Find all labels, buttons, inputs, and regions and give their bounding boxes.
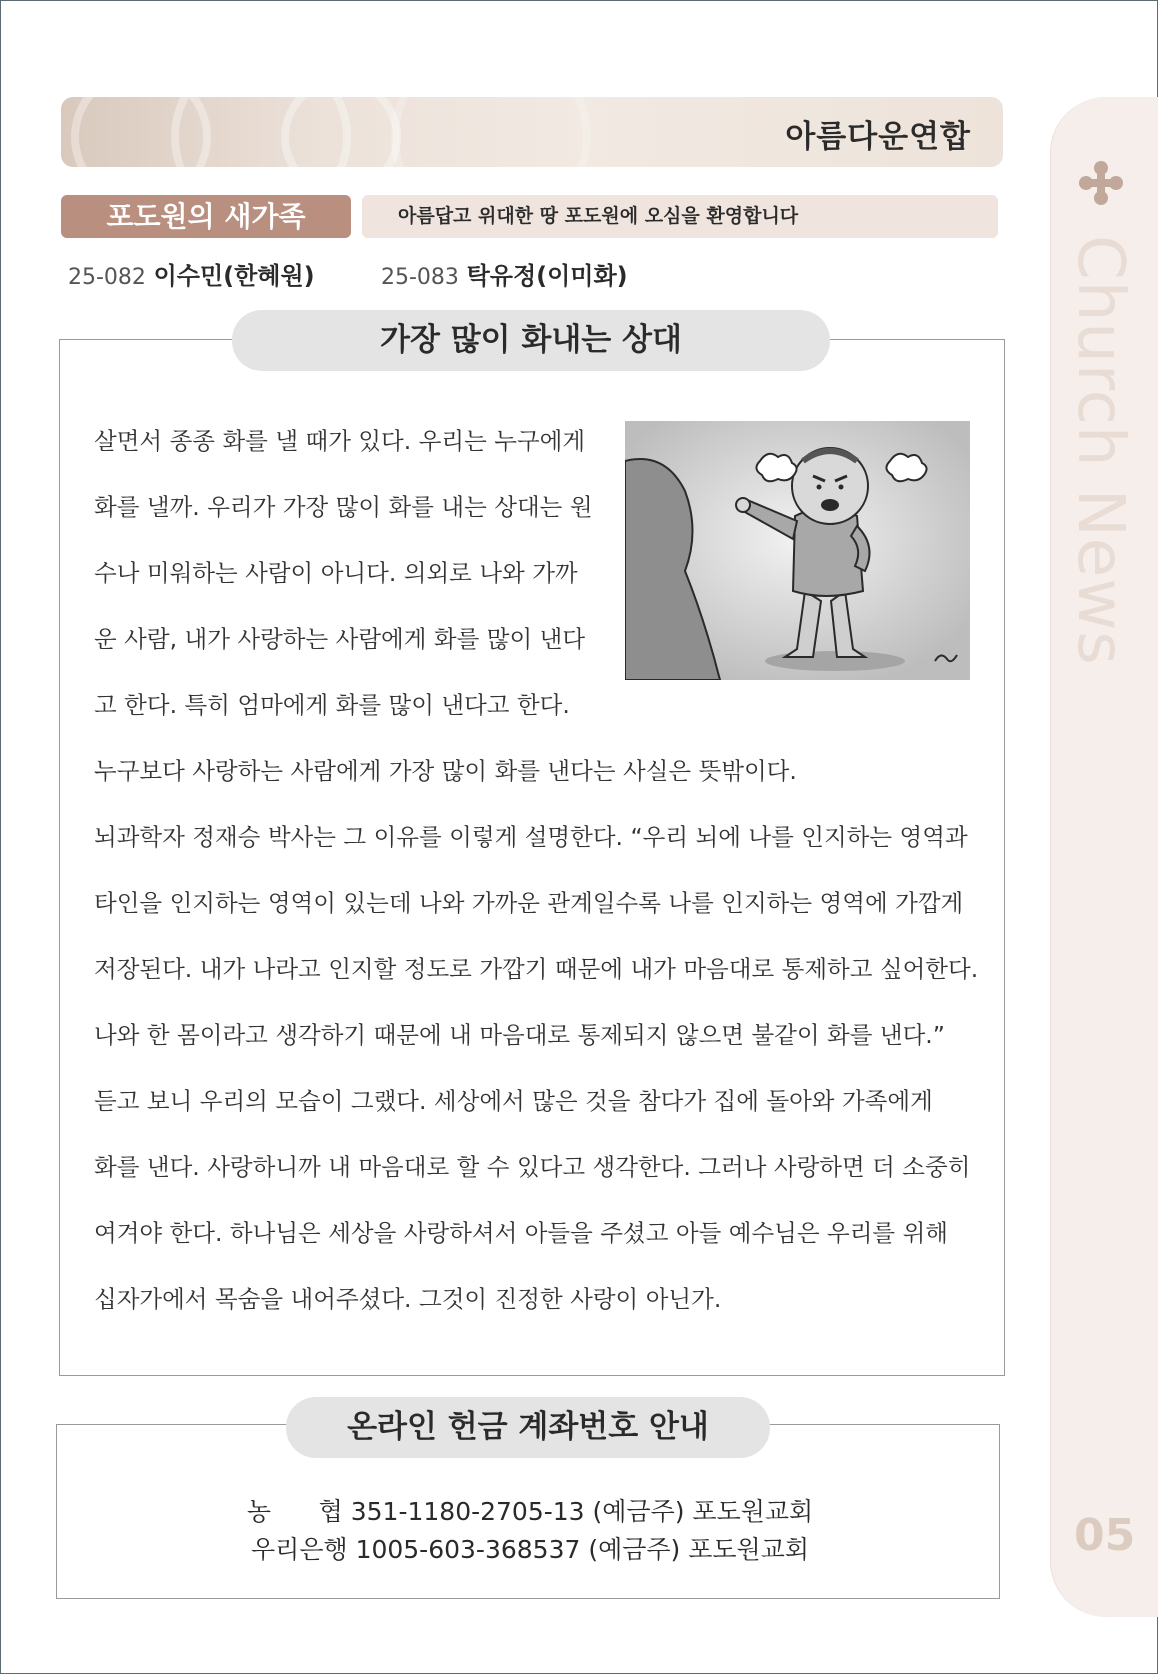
side-tab-label: Church News: [1063, 235, 1137, 666]
header-title: 아름다운연합: [785, 119, 971, 155]
article-line: 여겨야 한다. 하나님은 세상을 사랑하셔서 아들을 주셨고 아들 예수님은 우리를 위해: [94, 1219, 949, 1247]
member-number: 25-083: [381, 265, 459, 290]
member-entry: [68, 256, 315, 291]
article-line: 저장된다. 내가 나라고 인지할 정도로 가깝기 때문에 내가 마음대로 통제하고 싶어한다.: [94, 955, 979, 983]
article-line: 나와 한 몸이라고 생각하기 때문에 내 마음대로 통제되지 않으면 불같이 화를 낸다.”: [94, 1021, 945, 1049]
article-line: 십자가에서 목숨을 내어주셨다. 그것이 진정한 사랑이 아닌가.: [94, 1285, 722, 1313]
member-number: 25-082: [68, 265, 146, 290]
article-line: 살면서 종종 화를 낼 때가 있다. 우리는 누구에게: [94, 427, 586, 455]
angry-person-illustration: [625, 421, 970, 680]
article-title: 가장 많이 화내는 상대: [232, 310, 830, 371]
new-family-label: 포도원의 새가족: [61, 195, 351, 238]
article-line: 고 한다. 특히 엄마에게 화를 많이 낸다고 한다.: [94, 691, 570, 719]
new-family-welcome: 아름답고 위대한 땅 포도원에 오심을 환영합니다: [362, 195, 998, 238]
article-line: 화를 낼까. 우리가 가장 많이 화를 내는 상대는 원: [94, 493, 593, 521]
member-entry: [381, 256, 628, 291]
bank-account-line: 우리은행 1005-603-368537 (예금주) 포도원교회: [251, 1535, 809, 1564]
member-name: 이수민(한혜원): [153, 262, 315, 290]
article-line: 듣고 보니 우리의 모습이 그랬다. 세상에서 많은 것을 참다가 집에 돌아와 가족에게: [94, 1087, 933, 1115]
bank-account-line: 농 협 351-1180-2705-13 (예금주) 포도원교회: [246, 1497, 814, 1526]
article-line: 운 사람, 내가 사랑하는 사람에게 화를 많이 낸다: [94, 625, 586, 653]
article-line: 뇌과학자 정재승 박사는 그 이유를 이렇게 설명한다. “우리 뇌에 나를 인지하는 영역과: [94, 823, 968, 851]
article-line: 수나 미워하는 사람이 아니다. 의외로 나와 가까: [94, 559, 578, 587]
article-line: 화를 낸다. 사랑하니까 내 마음대로 할 수 있다고 생각한다. 그러나 사랑하면 더 소중히: [94, 1153, 971, 1181]
header-banner: [61, 97, 1003, 167]
cross-icon: [1076, 158, 1126, 208]
bank-info-title: 온라인 헌금 계좌번호 안내: [286, 1397, 770, 1458]
article-line: 누구보다 사랑하는 사람에게 가장 많이 화를 낸다는 사실은 뜻밖이다.: [94, 757, 797, 785]
page-number: 05: [1074, 1510, 1136, 1561]
article-line: 타인을 인지하는 영역이 있는데 나와 가까운 관계일수록 나를 인지하는 영역에 가깝게: [94, 889, 964, 917]
member-name: 탁유정(이미화): [466, 262, 628, 290]
